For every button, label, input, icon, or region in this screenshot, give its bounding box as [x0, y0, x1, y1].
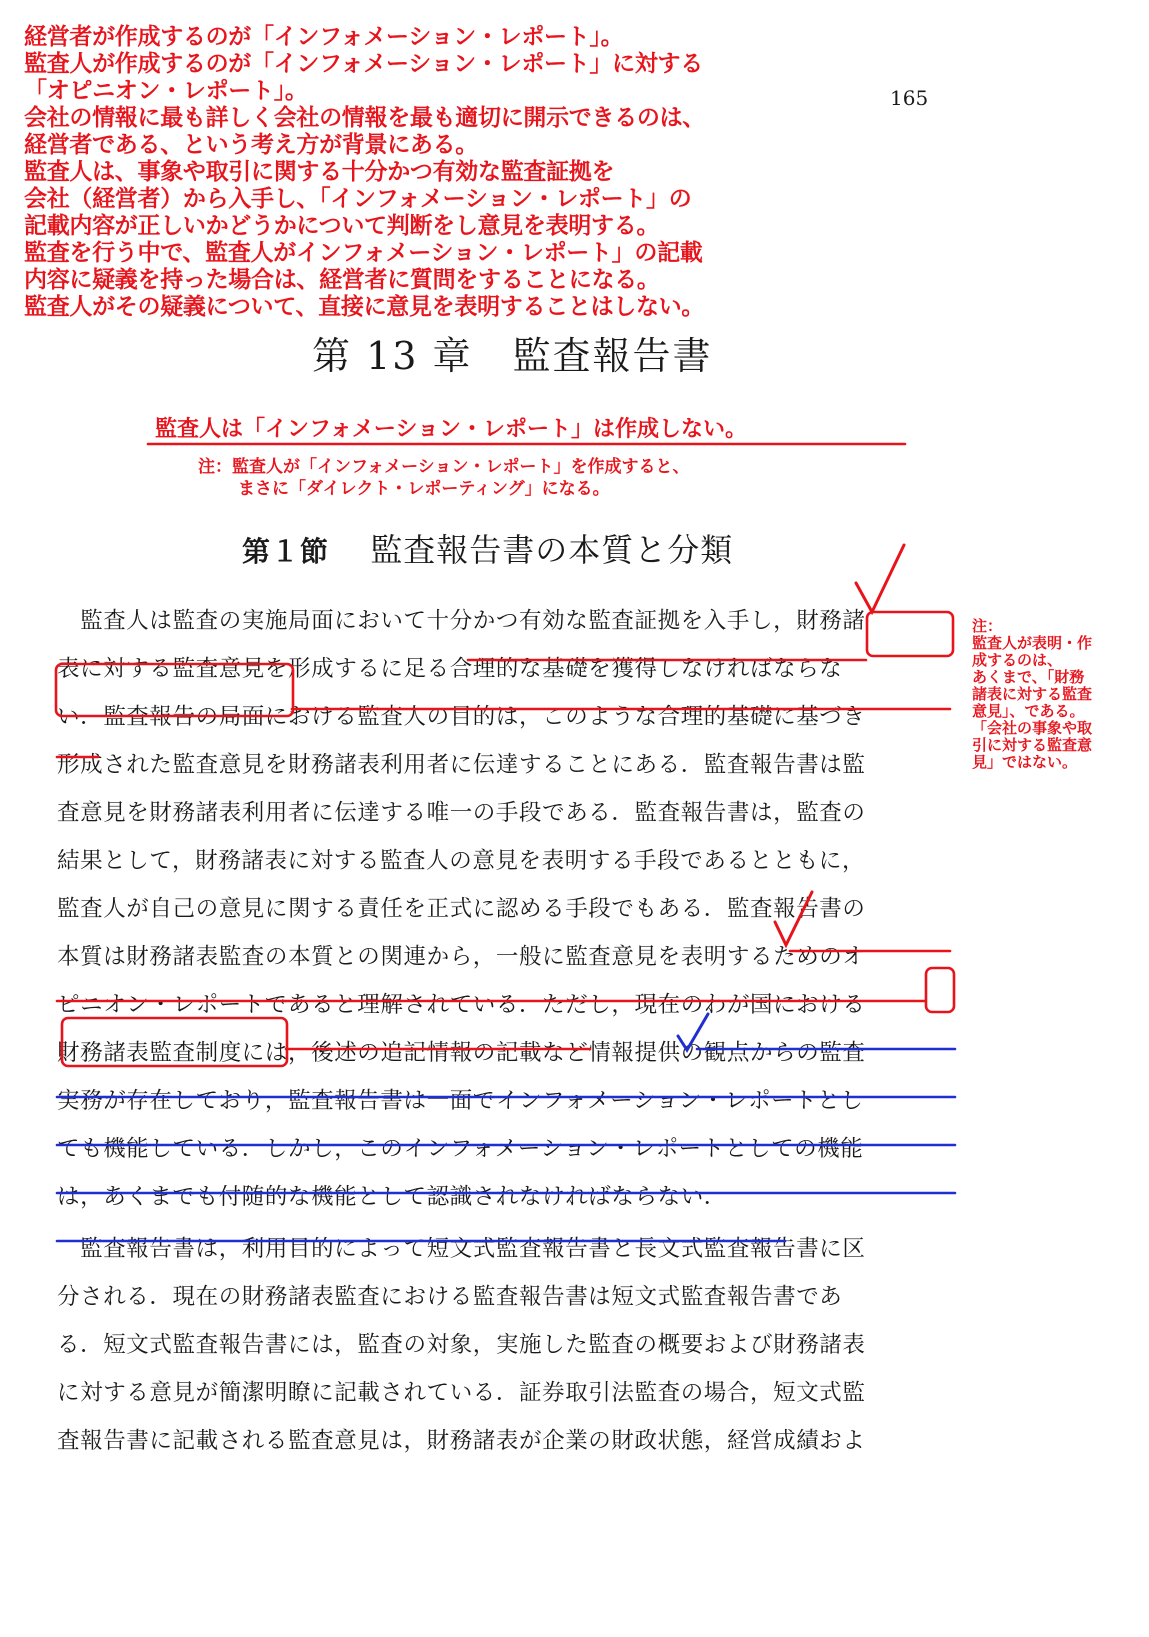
body-line: 本質は財務諸表監査の本質との関連から，一般に監査意見を表明するためのオ	[57, 944, 866, 970]
red-box	[867, 612, 953, 656]
red-checkmark	[856, 545, 904, 612]
body-line: 監査人は監査の実施局面において十分かつ有効な監査証拠を入手し，財務諸	[57, 608, 866, 634]
body-line: 査報告書に記載される監査意見は，財務諸表が企業の財政状態，経営成績およ	[57, 1428, 866, 1454]
note-line: あくまで、「財務	[972, 668, 1085, 686]
note-line: 「オピニオン・レポート」。	[24, 78, 308, 104]
body-line: 査意見を財務諸表利用者に伝達する唯一の手段である．監査報告書は，監査の	[57, 800, 866, 826]
body-line: 財務諸表監査制度には，後述の追記情報の記載など情報提供の観点からの監査	[57, 1040, 866, 1066]
body-line: 監査人が自己の意見に関する責任を正式に認める手段でもある．監査報告書の	[57, 896, 866, 922]
note-line: 経営者である、という考え方が背景にある。	[24, 132, 479, 158]
red-box	[56, 664, 293, 716]
body-line: 表に対する監査意見を形成するに足る合理的な基礎を獲得しなければならな	[57, 656, 843, 682]
body-line: 分される．現在の財務諸表監査における監査報告書は短文式監査報告書であ	[57, 1284, 843, 1310]
body-line: る．短文式監査報告書には，監査の対象，実施した監査の概要および財務諸表	[57, 1332, 866, 1358]
note-line: 会社の情報に最も詳しく会社の情報を最も適切に開示できるのは、	[24, 105, 706, 131]
note-line: 監査人が表明・作	[972, 634, 1093, 652]
note-line: 引に対する監査意	[972, 736, 1093, 754]
note-line: 諸表に対する監査	[972, 685, 1093, 703]
body-line: 実務が存在しており，監査報告書は一面でインフォメーション・レポートとし	[57, 1088, 864, 1114]
center-annotation-main: 監査人は「インフォメーション・レポート」は作成しない。	[155, 417, 748, 442]
page-number: 165	[890, 86, 929, 110]
note-line: 意見」、である。	[972, 702, 1085, 720]
note-line: 監査人は、事象や取引に関する十分かつ有効な監査証拠を	[24, 159, 615, 185]
note-line: 記載内容が正しいかどうかについて判断をし意見を表明する。	[24, 213, 660, 239]
note-line: 経営者が作成するのが「インフォメーション・レポート」。	[24, 24, 624, 50]
body-line: に対する意見が簡潔明瞭に記載されている．証券取引法監査の場合，短文式監	[57, 1380, 866, 1406]
note-line: 注：監査人が「インフォメーション・レポート」を作成すると、	[198, 457, 690, 477]
note-line: 内容に疑義を持った場合は、経営者に質問をすることになる。	[24, 267, 660, 293]
section-title-text: 監査報告書の本質と分類	[370, 531, 734, 569]
note-line: 監査人がその疑義について、直接に意見を表明することはしない。	[24, 294, 705, 320]
note-line: まさに「ダイレクト・レポーティング」になる。	[238, 479, 610, 499]
body-line: ても機能している．しかし，このインフォメーション・レポートとしての機能	[57, 1136, 864, 1162]
note-line: 監査人が作成するのが「インフォメーション・レポート」に対する	[24, 51, 703, 77]
note-line: 監査を行う中で、監査人がインフォメーション・レポート」の記載	[24, 240, 703, 266]
body-line: 結果として，財務諸表に対する監査人の意見を表明する手段であるとともに，	[57, 848, 866, 874]
note-line: 注：	[972, 617, 1003, 635]
chapter-title: 第 13 章 監査報告書	[312, 334, 713, 378]
blue-checkmark	[678, 1014, 708, 1050]
body-line: は，あくまでも付随的な機能として認識されなければならない．	[57, 1184, 727, 1210]
body-line: ピニオン・レポートであると理解されている．ただし，現在のわが国における	[57, 992, 866, 1018]
note-line: 会社（経営者）から入手し、「インフォメーション・レポート」の	[24, 186, 692, 212]
red-checkmark	[775, 892, 812, 945]
note-line: 成するのは、	[972, 651, 1063, 669]
red-box	[62, 1018, 287, 1066]
body-line: 監査報告書は，利用目的によって短文式監査報告書と長文式監査報告書に区	[57, 1236, 866, 1262]
section-number: 第１節	[242, 535, 330, 568]
body-line: い．監査報告の局面における監査人の目的は，このような合理的基礎に基づき	[57, 704, 866, 730]
red-box	[926, 968, 954, 1012]
note-line: 見」ではない。	[972, 753, 1078, 771]
body-line: 形成された監査意見を財務諸表利用者に伝達することにある．監査報告書は監	[57, 752, 866, 778]
note-line: 「会社の事象や取	[972, 719, 1093, 737]
